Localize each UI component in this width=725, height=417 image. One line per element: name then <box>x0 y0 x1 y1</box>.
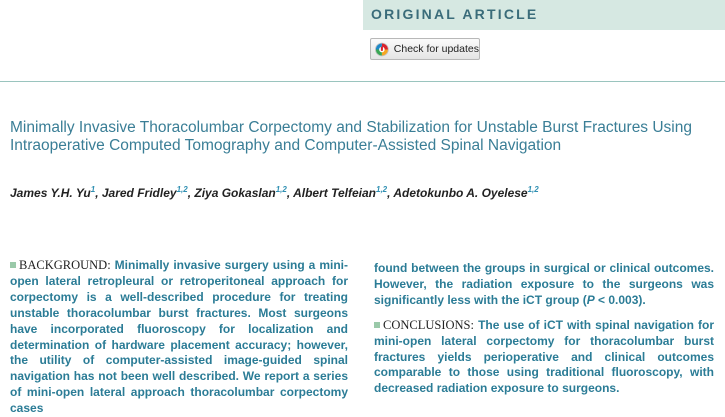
header-divider <box>0 81 725 82</box>
author-name: Albert Telfeian <box>293 186 376 200</box>
background-heading: BACKGROUND: <box>19 258 111 272</box>
abstract-column-right <box>374 261 714 397</box>
author-separator: , <box>387 186 394 200</box>
p-value: < 0.003). <box>594 292 646 307</box>
bullet-square-icon <box>10 262 16 268</box>
section-label: ORIGINAL ARTICLE <box>371 6 539 22</box>
abstract-conclusions <box>374 318 714 398</box>
crossmark-icon <box>375 42 389 57</box>
author-separator: , <box>187 186 195 200</box>
author-separator: , <box>95 186 102 200</box>
author-name: Adetokunbo A. Oyelese <box>393 186 528 200</box>
bullet-square-icon <box>374 322 380 328</box>
check-for-updates-button[interactable] <box>370 38 480 60</box>
author-affiliation: 1,2 <box>176 185 188 194</box>
author-name: James Y.H. Yu <box>10 186 91 200</box>
article-title: Minimally Invasive Thoracolumbar Corpectomy and Stabilization for Unstable Burst Fractures Using Intraoperative Computed Tomography and Computer-Assisted Spinal Navigation <box>10 119 692 154</box>
author-affiliation: 1,2 <box>275 185 287 194</box>
author-name: Ziya Gokaslan <box>194 186 276 200</box>
conclusions-text: The use of iCT with spinal navigation for mini-open lateral corpectomy for thoracolumbar burst fractures yields perioperative and clinical outcomes comparable to those using traditional fluoroscopy, with decreased radiation exposure to surgeons. <box>374 317 714 396</box>
background-text: Minimally invasive surgery using a mini-open lateral retropleural or retroperitoneal approach for corpectomy is a well-described procedure for treating unstable thoracolumbar burst fractures. Most surgeons have incorporated fluoroscopy for localization and determination of hardware placement accuracy; however, the utility of computer-assisted image-guided spinal navigation has not been well described. We report a series of mini-open lateral approach thoracolumbar corpectomy cases <box>10 258 348 416</box>
abstract-results-tail <box>374 261 714 309</box>
check-for-updates-label: Check for updates <box>393 43 479 55</box>
author-list <box>10 185 722 200</box>
results-text: found between the groups in surgical or clinical outcomes. However, the radiation exposure to the surgeons was significantly less with the iCT group ( <box>374 261 714 307</box>
author-separator: , <box>286 186 294 200</box>
author-affiliation: 1,2 <box>376 185 388 194</box>
conclusions-heading: CONCLUSIONS: <box>383 317 474 332</box>
author-name: Jared Fridley <box>101 186 177 200</box>
abstract-background <box>10 258 348 417</box>
p-symbol: P <box>586 292 595 307</box>
abstract-column-left <box>10 258 348 417</box>
author-affiliation: 1,2 <box>527 185 539 194</box>
author-affiliation: 1 <box>90 185 96 194</box>
